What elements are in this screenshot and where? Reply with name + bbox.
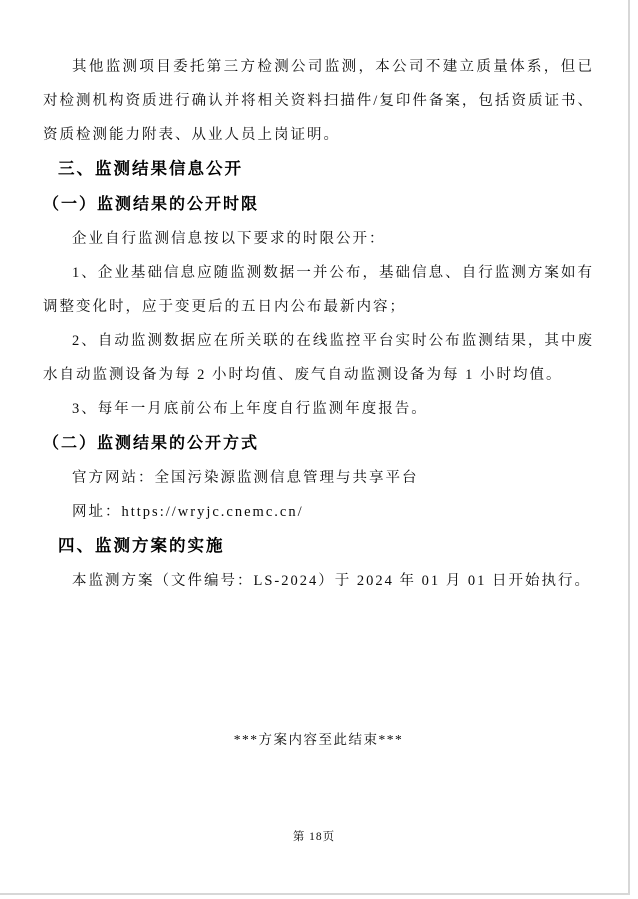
paragraph-official-website: 官方网站：全国污染源监测信息管理与共享平台 — [72, 470, 419, 486]
heading-section-3-results-disclosure: 三、监测结果信息公开 — [58, 160, 243, 178]
paragraph-item-1-basic-info: 1、企业基础信息应随监测数据一并公布，基础信息、自行监测方案如有调整变化时，应于变更后的五日内公布最新内容； — [43, 265, 594, 315]
paragraph-third-party-monitoring: 其他监测项目委托第三方检测公司监测，本公司不建立质量体系，但已对检测机构资质进行确认并将相关资料扫描件/复印件备案，包括资质证书、资质检测能力附表、从业人员上岗证明。 — [43, 59, 594, 143]
page-number-footer: 第 18页 — [292, 831, 336, 843]
heading-section-3-1-disclosure-deadline: （一）监测结果的公开时限 — [43, 196, 260, 213]
paragraph-item-2-auto-monitoring: 2、自动监测数据应在所关联的在线监控平台实时公布监测结果，其中废水自动监测设备为每 2 小时均值、废气自动监测设备为每 1 小时均值。 — [43, 333, 594, 383]
paragraph-item-3-annual-report: 3、每年一月底前公布上年度自行监测年度报告。 — [72, 401, 428, 417]
heading-section-4-implementation: 四、监测方案的实施 — [58, 537, 225, 555]
paragraph-website-url: 网址：https://wryjc.cnemc.cn/ — [72, 504, 304, 520]
document-end-marker: ***方案内容至此结束*** — [233, 732, 404, 747]
heading-section-3-2-disclosure-method: （二）监测结果的公开方式 — [43, 435, 260, 452]
paragraph-disclosure-lead: 企业自行监测信息按以下要求的时限公开： — [72, 231, 386, 247]
paragraph-implementation-date: 本监测方案（文件编号：LS-2024）于 2024 年 01 月 01 日开始执行。 — [72, 573, 591, 589]
